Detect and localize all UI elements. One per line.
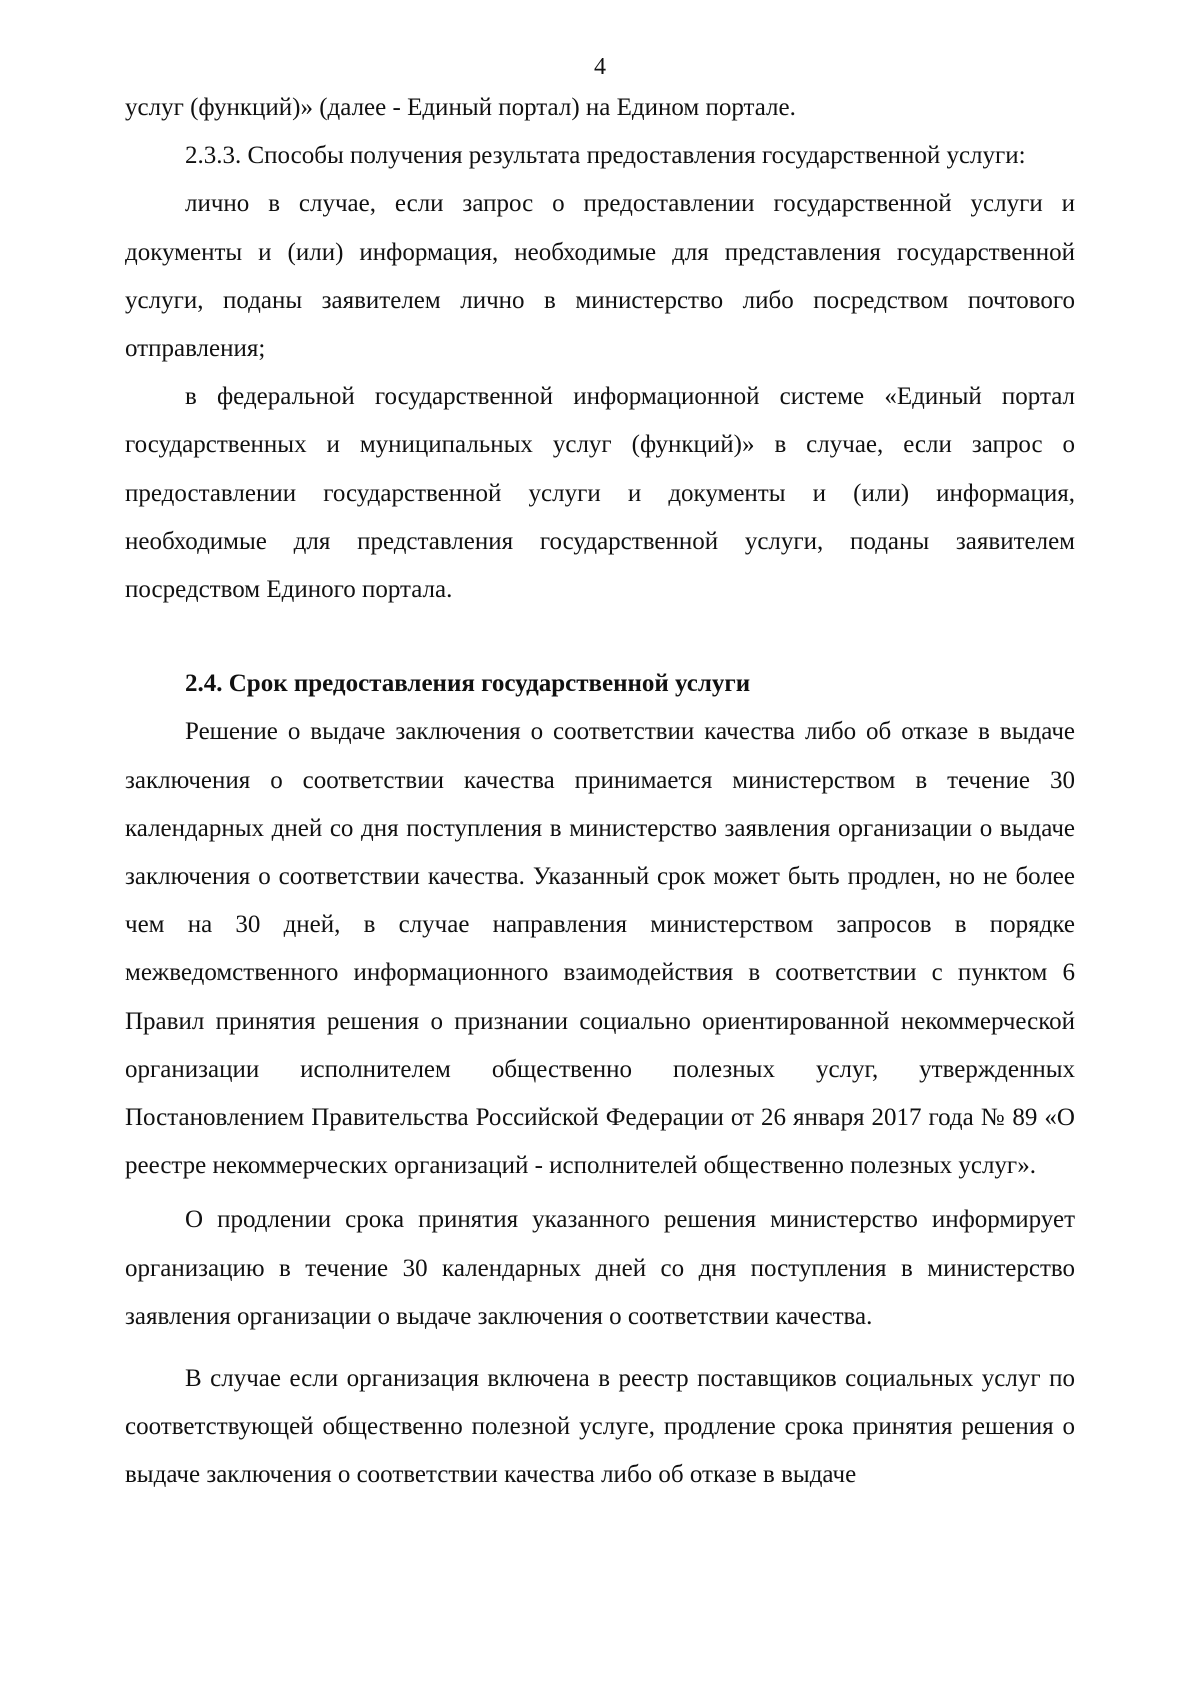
document-body bbox=[125, 84, 1075, 1500]
paragraph-extension-notice: О продлении срока принятия указанного решения министерство информирует организацию в течение 30 календарных дней со дня поступления в министерство заявления организации о выдаче заключения о соответствии качества. bbox=[125, 1206, 1075, 1330]
section-heading: 2.4. Срок предоставления государственной услуги bbox=[185, 670, 751, 698]
paragraph-continuation: услуг (функций)» (далее - Единый портал) на Едином портале. bbox=[125, 94, 796, 121]
paragraph-decision-term: Решение о выдаче заключения о соответствии качества либо об отказе в выдаче заключения о соответствии качества принимается министерством в течение 30 календарных дней со дня поступления в министерство заявления организации о выдаче заключения о соответствии качества. Указанный срок может быть продлен, но не более чем на 30 дней, в случае направления министерством запросов в порядке межведомственного информационного взаимодействия в соответствии с пунктом 6 Правил принятия решения о признании социально ориентированной некоммерческой организации исполнителем общественно полезных услуг, утвержденных Постановлением Правительства Российской Федерации от 26 января 2017 года № 89 «О реестре некоммерческих организаций - исполнителей общественно полезных услуг». bbox=[125, 718, 1075, 1180]
page-number: 4 bbox=[594, 54, 606, 80]
paragraph-2-3-3: 2.3.3. Способы получения результата предоставления государственной услуги: bbox=[185, 142, 1026, 170]
section-spacer bbox=[125, 614, 1075, 660]
paragraph-spacer bbox=[125, 1341, 1075, 1355]
paragraph-registry-case: В случае если организация включена в реестр поставщиков социальных услуг по соответствующей общественно полезной услуге, продление срока принятия решения о выдаче заключения о соответствии качества либо об отказе в выдаче bbox=[125, 1365, 1075, 1489]
paragraph-in-person: лично в случае, если запрос о предоставлении государственной услуги и документы и (или) информация, необходимые для представления государственной услуги, поданы заявителем лично в министерство либо посредством почтового отправления; bbox=[125, 190, 1075, 363]
paragraph-federal-system: в федеральной государственной информационной системе «Единый портал государственных и муниципальных услуг (функций)» в случае, если запрос о предоставлении государственной услуги и документы и (или) информация, необходимые для представления государственной услуги, поданы заявителем посредством Единого портала. bbox=[125, 383, 1075, 604]
